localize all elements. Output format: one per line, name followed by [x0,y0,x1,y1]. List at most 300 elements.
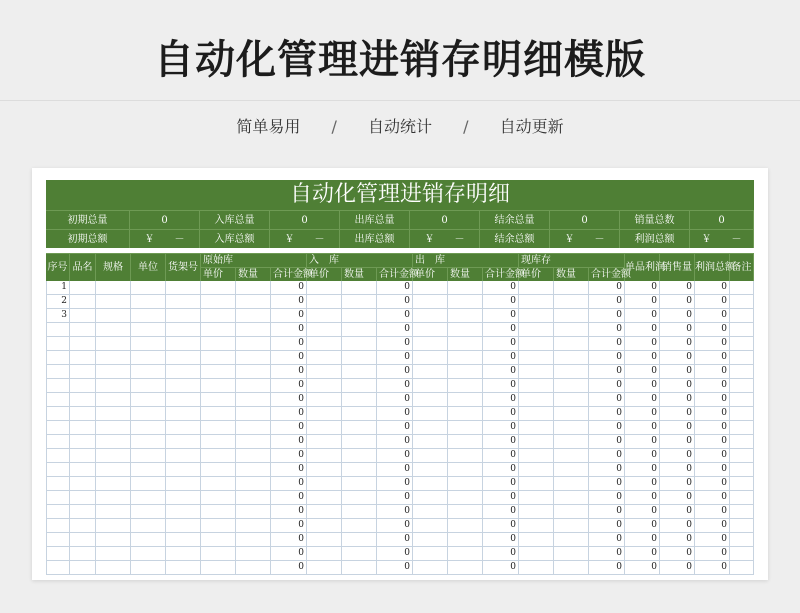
summary-value[interactable]: ￥ － [550,229,620,248]
table-cell[interactable] [166,309,201,323]
table-cell[interactable]: 0 [377,421,413,435]
table-cell[interactable]: 0 [271,281,307,295]
table-cell[interactable] [554,407,589,421]
table-cell[interactable] [413,393,448,407]
table-cell[interactable] [236,435,271,449]
table-cell[interactable] [236,393,271,407]
table-cell[interactable]: 0 [589,533,625,547]
table-cell[interactable] [70,393,96,407]
table-cell[interactable]: 0 [695,547,730,561]
table-cell[interactable]: 0 [695,421,730,435]
table-cell[interactable] [554,379,589,393]
table-cell[interactable]: 0 [625,547,660,561]
table-cell[interactable]: 0 [377,379,413,393]
table-cell[interactable]: 0 [695,519,730,533]
table-cell[interactable] [46,463,70,477]
table-cell[interactable] [201,449,236,463]
table-cell[interactable]: 0 [660,295,695,309]
table-cell[interactable]: 0 [695,295,730,309]
table-cell[interactable] [70,323,96,337]
table-cell[interactable]: 0 [589,337,625,351]
table-cell[interactable] [46,449,70,463]
table-cell[interactable] [46,435,70,449]
table-cell[interactable] [70,463,96,477]
table-cell[interactable]: 0 [660,491,695,505]
table-cell[interactable] [519,519,554,533]
table-cell[interactable] [236,477,271,491]
table-cell[interactable] [730,435,754,449]
table-cell[interactable] [131,421,166,435]
table-cell[interactable] [730,463,754,477]
table-cell[interactable]: 0 [625,477,660,491]
table-cell[interactable] [201,421,236,435]
table-cell[interactable] [236,561,271,575]
table-cell[interactable] [96,463,131,477]
table-cell[interactable]: 0 [377,295,413,309]
table-cell[interactable]: 0 [625,393,660,407]
table-cell[interactable] [519,295,554,309]
table-cell[interactable]: 0 [660,281,695,295]
table-cell[interactable] [166,323,201,337]
table-cell[interactable] [307,393,342,407]
table-cell[interactable] [236,519,271,533]
summary-value[interactable]: 0 [130,210,200,229]
table-cell[interactable] [201,561,236,575]
table-cell[interactable] [236,407,271,421]
table-cell[interactable] [70,309,96,323]
table-cell[interactable] [131,505,166,519]
table-cell[interactable]: 0 [589,281,625,295]
table-cell[interactable] [166,477,201,491]
table-cell[interactable]: 0 [660,379,695,393]
table-cell[interactable] [730,309,754,323]
table-cell[interactable]: 0 [695,393,730,407]
table-cell[interactable] [131,533,166,547]
table-cell[interactable]: 0 [695,477,730,491]
table-cell[interactable] [201,365,236,379]
table-cell[interactable] [131,337,166,351]
table-cell[interactable] [70,407,96,421]
table-cell[interactable] [96,505,131,519]
table-cell[interactable]: 0 [589,323,625,337]
table-cell[interactable] [236,533,271,547]
table-cell[interactable] [730,407,754,421]
table-cell[interactable] [448,463,483,477]
table-cell[interactable] [554,477,589,491]
table-cell[interactable] [342,505,377,519]
table-cell[interactable] [201,519,236,533]
table-cell[interactable]: 0 [660,533,695,547]
table-cell[interactable] [448,533,483,547]
table-cell[interactable] [519,463,554,477]
table-cell[interactable]: 0 [660,407,695,421]
table-cell[interactable]: 0 [483,533,519,547]
table-cell[interactable] [448,477,483,491]
table-cell[interactable] [201,379,236,393]
table-cell[interactable] [730,547,754,561]
table-cell[interactable] [307,477,342,491]
table-cell[interactable]: 0 [660,365,695,379]
table-cell[interactable] [166,351,201,365]
table-cell[interactable] [166,337,201,351]
table-cell[interactable]: 0 [589,519,625,533]
table-cell[interactable]: 0 [625,505,660,519]
table-cell[interactable] [70,561,96,575]
table-cell[interactable]: 0 [660,505,695,519]
table-cell[interactable] [519,491,554,505]
table-cell[interactable] [413,519,448,533]
table-cell[interactable]: 0 [660,519,695,533]
table-cell[interactable]: 0 [660,421,695,435]
table-cell[interactable]: 0 [483,379,519,393]
table-cell[interactable] [413,295,448,309]
table-cell[interactable] [730,519,754,533]
summary-value[interactable]: 0 [690,210,754,229]
table-cell[interactable] [96,449,131,463]
table-cell[interactable] [166,295,201,309]
table-cell[interactable]: 0 [271,379,307,393]
table-cell[interactable] [96,393,131,407]
table-cell[interactable] [70,337,96,351]
table-cell[interactable]: 0 [377,561,413,575]
table-cell[interactable] [342,477,377,491]
table-cell[interactable] [554,491,589,505]
table-cell[interactable] [730,379,754,393]
table-cell[interactable]: 0 [660,547,695,561]
table-cell[interactable] [307,281,342,295]
table-cell[interactable] [448,351,483,365]
table-cell[interactable]: 0 [695,351,730,365]
table-cell[interactable] [166,281,201,295]
table-cell[interactable] [131,407,166,421]
table-cell[interactable] [166,435,201,449]
table-cell[interactable] [519,435,554,449]
table-cell[interactable] [554,295,589,309]
table-cell[interactable]: 1 [46,281,70,295]
table-cell[interactable]: 0 [483,407,519,421]
table-cell[interactable] [448,505,483,519]
table-cell[interactable] [70,491,96,505]
table-cell[interactable]: 0 [695,407,730,421]
table-cell[interactable] [131,449,166,463]
table-cell[interactable]: 0 [377,491,413,505]
table-cell[interactable]: 0 [483,351,519,365]
table-cell[interactable]: 0 [271,519,307,533]
table-cell[interactable]: 0 [695,435,730,449]
table-cell[interactable]: 0 [589,351,625,365]
table-cell[interactable] [342,365,377,379]
table-cell[interactable] [70,505,96,519]
table-cell[interactable] [307,407,342,421]
table-cell[interactable] [131,547,166,561]
table-cell[interactable] [96,547,131,561]
table-cell[interactable]: 0 [695,309,730,323]
table-cell[interactable] [519,547,554,561]
table-cell[interactable]: 0 [483,323,519,337]
table-cell[interactable] [307,463,342,477]
table-cell[interactable] [730,281,754,295]
table-cell[interactable] [70,281,96,295]
table-cell[interactable] [342,323,377,337]
table-cell[interactable]: 0 [660,449,695,463]
table-cell[interactable] [448,421,483,435]
table-cell[interactable] [307,547,342,561]
table-cell[interactable]: 0 [271,435,307,449]
table-cell[interactable] [342,449,377,463]
table-cell[interactable] [730,393,754,407]
table-cell[interactable]: 0 [589,365,625,379]
table-cell[interactable] [70,477,96,491]
summary-value[interactable]: 0 [270,210,340,229]
table-cell[interactable] [342,351,377,365]
table-cell[interactable] [166,407,201,421]
table-cell[interactable] [96,421,131,435]
table-cell[interactable]: 0 [483,519,519,533]
table-cell[interactable]: 0 [625,449,660,463]
table-cell[interactable] [70,519,96,533]
table-cell[interactable] [413,463,448,477]
table-cell[interactable] [342,435,377,449]
table-cell[interactable] [96,491,131,505]
table-cell[interactable] [131,323,166,337]
table-cell[interactable] [166,393,201,407]
table-cell[interactable]: 0 [625,281,660,295]
table-cell[interactable] [554,323,589,337]
table-cell[interactable]: 0 [589,491,625,505]
table-cell[interactable] [519,337,554,351]
table-cell[interactable] [166,463,201,477]
table-cell[interactable] [131,309,166,323]
table-cell[interactable] [413,337,448,351]
table-cell[interactable]: 0 [483,295,519,309]
table-cell[interactable] [46,491,70,505]
table-cell[interactable]: 0 [660,463,695,477]
table-cell[interactable] [96,435,131,449]
table-cell[interactable] [730,295,754,309]
table-cell[interactable] [96,281,131,295]
table-cell[interactable] [70,547,96,561]
table-cell[interactable] [554,533,589,547]
table-cell[interactable] [342,421,377,435]
table-cell[interactable] [236,351,271,365]
table-cell[interactable]: 0 [660,477,695,491]
table-cell[interactable] [131,435,166,449]
table-cell[interactable] [201,547,236,561]
table-cell[interactable] [448,365,483,379]
table-cell[interactable] [730,449,754,463]
table-cell[interactable] [307,309,342,323]
table-cell[interactable] [448,435,483,449]
table-cell[interactable]: 0 [271,477,307,491]
table-cell[interactable] [413,365,448,379]
table-cell[interactable]: 0 [483,309,519,323]
table-cell[interactable] [166,505,201,519]
table-cell[interactable]: 0 [271,351,307,365]
table-cell[interactable] [201,435,236,449]
table-cell[interactable]: 0 [589,407,625,421]
table-cell[interactable]: 0 [589,505,625,519]
table-cell[interactable]: 0 [695,561,730,575]
table-cell[interactable]: 0 [483,365,519,379]
table-cell[interactable] [413,281,448,295]
table-cell[interactable] [236,337,271,351]
table-cell[interactable] [46,519,70,533]
table-cell[interactable] [519,393,554,407]
table-cell[interactable] [201,351,236,365]
table-cell[interactable] [46,365,70,379]
table-cell[interactable]: 0 [483,421,519,435]
table-cell[interactable] [96,365,131,379]
table-cell[interactable] [96,561,131,575]
table-cell[interactable] [131,295,166,309]
table-cell[interactable] [307,435,342,449]
table-cell[interactable]: 0 [483,393,519,407]
table-cell[interactable] [519,365,554,379]
table-cell[interactable]: 0 [660,351,695,365]
table-cell[interactable] [519,505,554,519]
table-cell[interactable]: 0 [695,281,730,295]
table-cell[interactable] [131,561,166,575]
table-cell[interactable] [413,449,448,463]
table-cell[interactable] [413,533,448,547]
table-cell[interactable] [554,337,589,351]
table-cell[interactable] [554,463,589,477]
table-cell[interactable]: 0 [271,337,307,351]
table-cell[interactable]: 0 [695,379,730,393]
table-cell[interactable] [448,337,483,351]
table-cell[interactable] [236,491,271,505]
table-cell[interactable]: 0 [271,561,307,575]
table-cell[interactable]: 0 [483,505,519,519]
table-cell[interactable] [46,547,70,561]
table-cell[interactable] [730,365,754,379]
table-cell[interactable] [342,309,377,323]
table-cell[interactable] [201,505,236,519]
table-cell[interactable]: 0 [483,337,519,351]
table-cell[interactable] [236,379,271,393]
table-cell[interactable] [730,477,754,491]
table-cell[interactable] [519,533,554,547]
table-cell[interactable] [46,407,70,421]
table-cell[interactable]: 0 [271,421,307,435]
table-cell[interactable]: 0 [695,505,730,519]
table-cell[interactable]: 0 [625,421,660,435]
table-cell[interactable] [307,519,342,533]
table-cell[interactable] [448,309,483,323]
table-cell[interactable] [342,463,377,477]
table-cell[interactable] [96,519,131,533]
table-cell[interactable] [46,477,70,491]
table-cell[interactable] [554,421,589,435]
table-cell[interactable]: 0 [625,295,660,309]
table-cell[interactable] [519,407,554,421]
table-cell[interactable] [342,533,377,547]
table-cell[interactable] [519,351,554,365]
table-cell[interactable] [201,477,236,491]
table-cell[interactable] [554,519,589,533]
summary-value[interactable]: ￥ － [270,229,340,248]
table-cell[interactable] [236,295,271,309]
table-cell[interactable]: 0 [483,435,519,449]
table-cell[interactable] [70,435,96,449]
table-cell[interactable] [519,477,554,491]
table-cell[interactable]: 0 [625,365,660,379]
table-cell[interactable] [70,379,96,393]
summary-value[interactable]: ￥ － [130,229,200,248]
table-cell[interactable]: 0 [271,491,307,505]
table-cell[interactable] [554,393,589,407]
table-cell[interactable] [46,323,70,337]
summary-value[interactable]: 0 [410,210,480,229]
table-cell[interactable] [131,379,166,393]
table-cell[interactable] [166,547,201,561]
table-cell[interactable] [448,491,483,505]
table-cell[interactable]: 0 [483,491,519,505]
table-cell[interactable] [307,533,342,547]
table-cell[interactable]: 3 [46,309,70,323]
table-cell[interactable] [307,449,342,463]
table-cell[interactable]: 0 [660,561,695,575]
table-cell[interactable] [730,351,754,365]
table-cell[interactable]: 0 [589,547,625,561]
table-cell[interactable]: 0 [695,365,730,379]
table-cell[interactable] [413,421,448,435]
table-cell[interactable]: 0 [377,435,413,449]
table-cell[interactable]: 0 [483,463,519,477]
table-cell[interactable]: 0 [377,351,413,365]
table-cell[interactable] [519,281,554,295]
table-cell[interactable] [413,491,448,505]
table-cell[interactable] [519,323,554,337]
table-cell[interactable]: 0 [589,435,625,449]
table-cell[interactable] [519,379,554,393]
table-cell[interactable] [96,323,131,337]
table-cell[interactable] [554,365,589,379]
table-cell[interactable]: 0 [660,393,695,407]
table-cell[interactable] [236,281,271,295]
table-cell[interactable] [131,365,166,379]
table-cell[interactable] [70,365,96,379]
table-cell[interactable] [413,561,448,575]
table-cell[interactable]: 0 [377,309,413,323]
table-cell[interactable] [166,421,201,435]
table-cell[interactable] [131,393,166,407]
table-cell[interactable]: 0 [625,519,660,533]
table-cell[interactable] [166,561,201,575]
table-cell[interactable] [413,351,448,365]
table-cell[interactable]: 0 [625,435,660,449]
table-cell[interactable]: 0 [377,547,413,561]
table-cell[interactable]: 0 [377,323,413,337]
table-cell[interactable]: 0 [625,463,660,477]
table-cell[interactable]: 0 [271,323,307,337]
table-cell[interactable] [448,281,483,295]
table-cell[interactable] [96,379,131,393]
table-cell[interactable] [201,407,236,421]
table-cell[interactable]: 0 [271,547,307,561]
table-cell[interactable] [413,435,448,449]
table-cell[interactable] [236,463,271,477]
table-cell[interactable] [307,379,342,393]
table-cell[interactable] [201,533,236,547]
table-cell[interactable] [730,337,754,351]
table-cell[interactable] [342,281,377,295]
summary-value[interactable]: 0 [550,210,620,229]
table-cell[interactable]: 0 [483,561,519,575]
table-cell[interactable] [342,519,377,533]
table-cell[interactable] [307,561,342,575]
table-cell[interactable] [342,561,377,575]
